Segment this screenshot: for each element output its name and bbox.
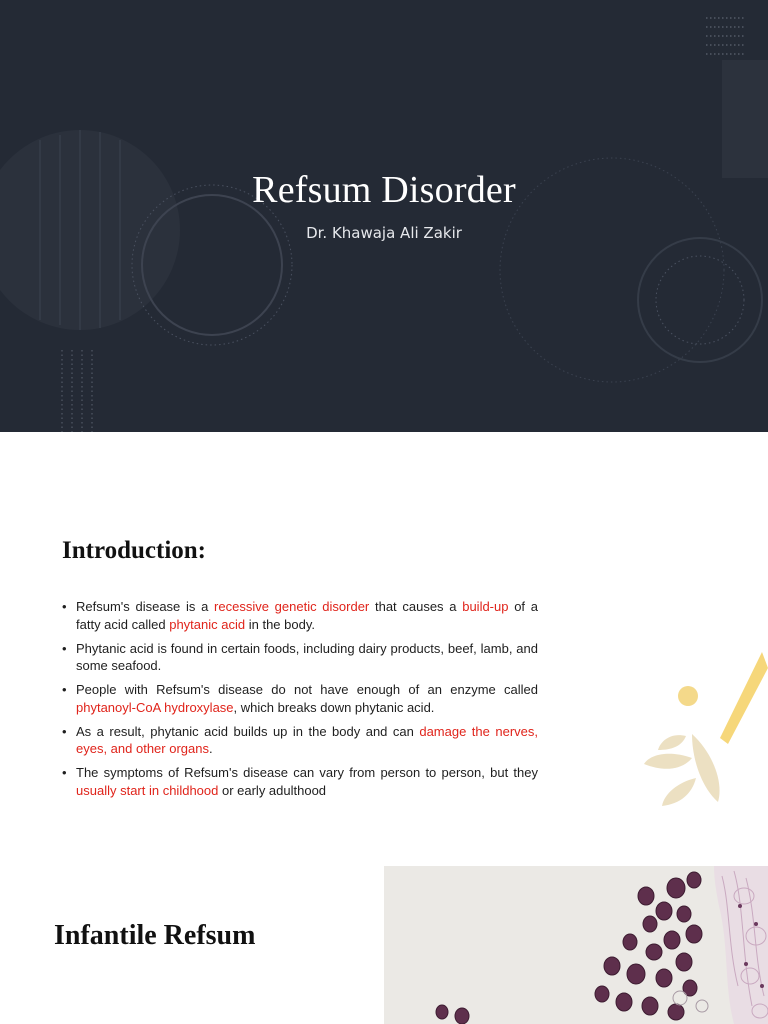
bullet-dot-icon: • xyxy=(62,723,67,739)
infantile-refsum-heading: Infantile Refsum xyxy=(54,920,256,951)
bullet-text: in the body. xyxy=(245,616,315,632)
presentation-title: Refsum Disorder xyxy=(252,169,516,211)
highlighted-text: phytanoyl-CoA hydroxylase xyxy=(76,699,234,715)
bullet-text: that causes a xyxy=(369,599,463,614)
introduction-bullet-list xyxy=(62,598,538,806)
bullet-text: The symptoms of Refsum's disease can vary from person to person, but they xyxy=(76,765,538,780)
bullet-text: or early adulthood xyxy=(218,782,327,798)
bullet-text: Phytanic acid is found in certain foods, including dairy products, beef, lamb, and some seafood. xyxy=(76,640,538,673)
bullet-text: As a result, phytanic acid builds up in the body and can xyxy=(76,723,420,739)
introduction-bullet xyxy=(62,764,538,799)
leaf-decoration-icon xyxy=(620,632,768,812)
highlighted-text: usually start in childhood xyxy=(76,782,219,798)
introduction-slide xyxy=(0,432,768,864)
bullet-text: Refsum's disease is a xyxy=(76,599,215,614)
title-slide xyxy=(0,0,768,432)
presentation-author: Dr. Khawaja Ali Zakir xyxy=(306,224,462,242)
bullet-text: of a fatty acid called xyxy=(76,599,538,632)
introduction-bullet xyxy=(62,681,538,716)
bullet-dot-icon: • xyxy=(62,765,67,780)
highlighted-text: build-up xyxy=(462,599,509,614)
introduction-bullet xyxy=(62,723,538,758)
highlighted-text: recessive genetic disorder xyxy=(214,599,370,614)
histology-image xyxy=(384,866,768,1024)
highlighted-text: phytanic acid xyxy=(169,616,246,632)
bullet-dot-icon: • xyxy=(62,682,67,697)
introduction-bullet xyxy=(62,598,538,633)
highlighted-text: damage the nerves, eyes, and other organs xyxy=(76,723,538,756)
bullet-text: . xyxy=(208,741,213,756)
infantile-refsum-slide xyxy=(0,864,768,1024)
histology-illustration xyxy=(384,866,768,1024)
bullet-text: , which breaks down phytanic acid. xyxy=(233,699,435,715)
bullet-dot-icon: • xyxy=(62,599,67,614)
bullet-text: People with Refsum's disease do not have enough of an enzyme called xyxy=(76,682,538,697)
title-slide-decoration xyxy=(0,0,768,432)
introduction-heading: Introduction: xyxy=(62,537,207,564)
bullet-dot-icon: • xyxy=(62,640,67,656)
introduction-bullet xyxy=(62,640,538,675)
